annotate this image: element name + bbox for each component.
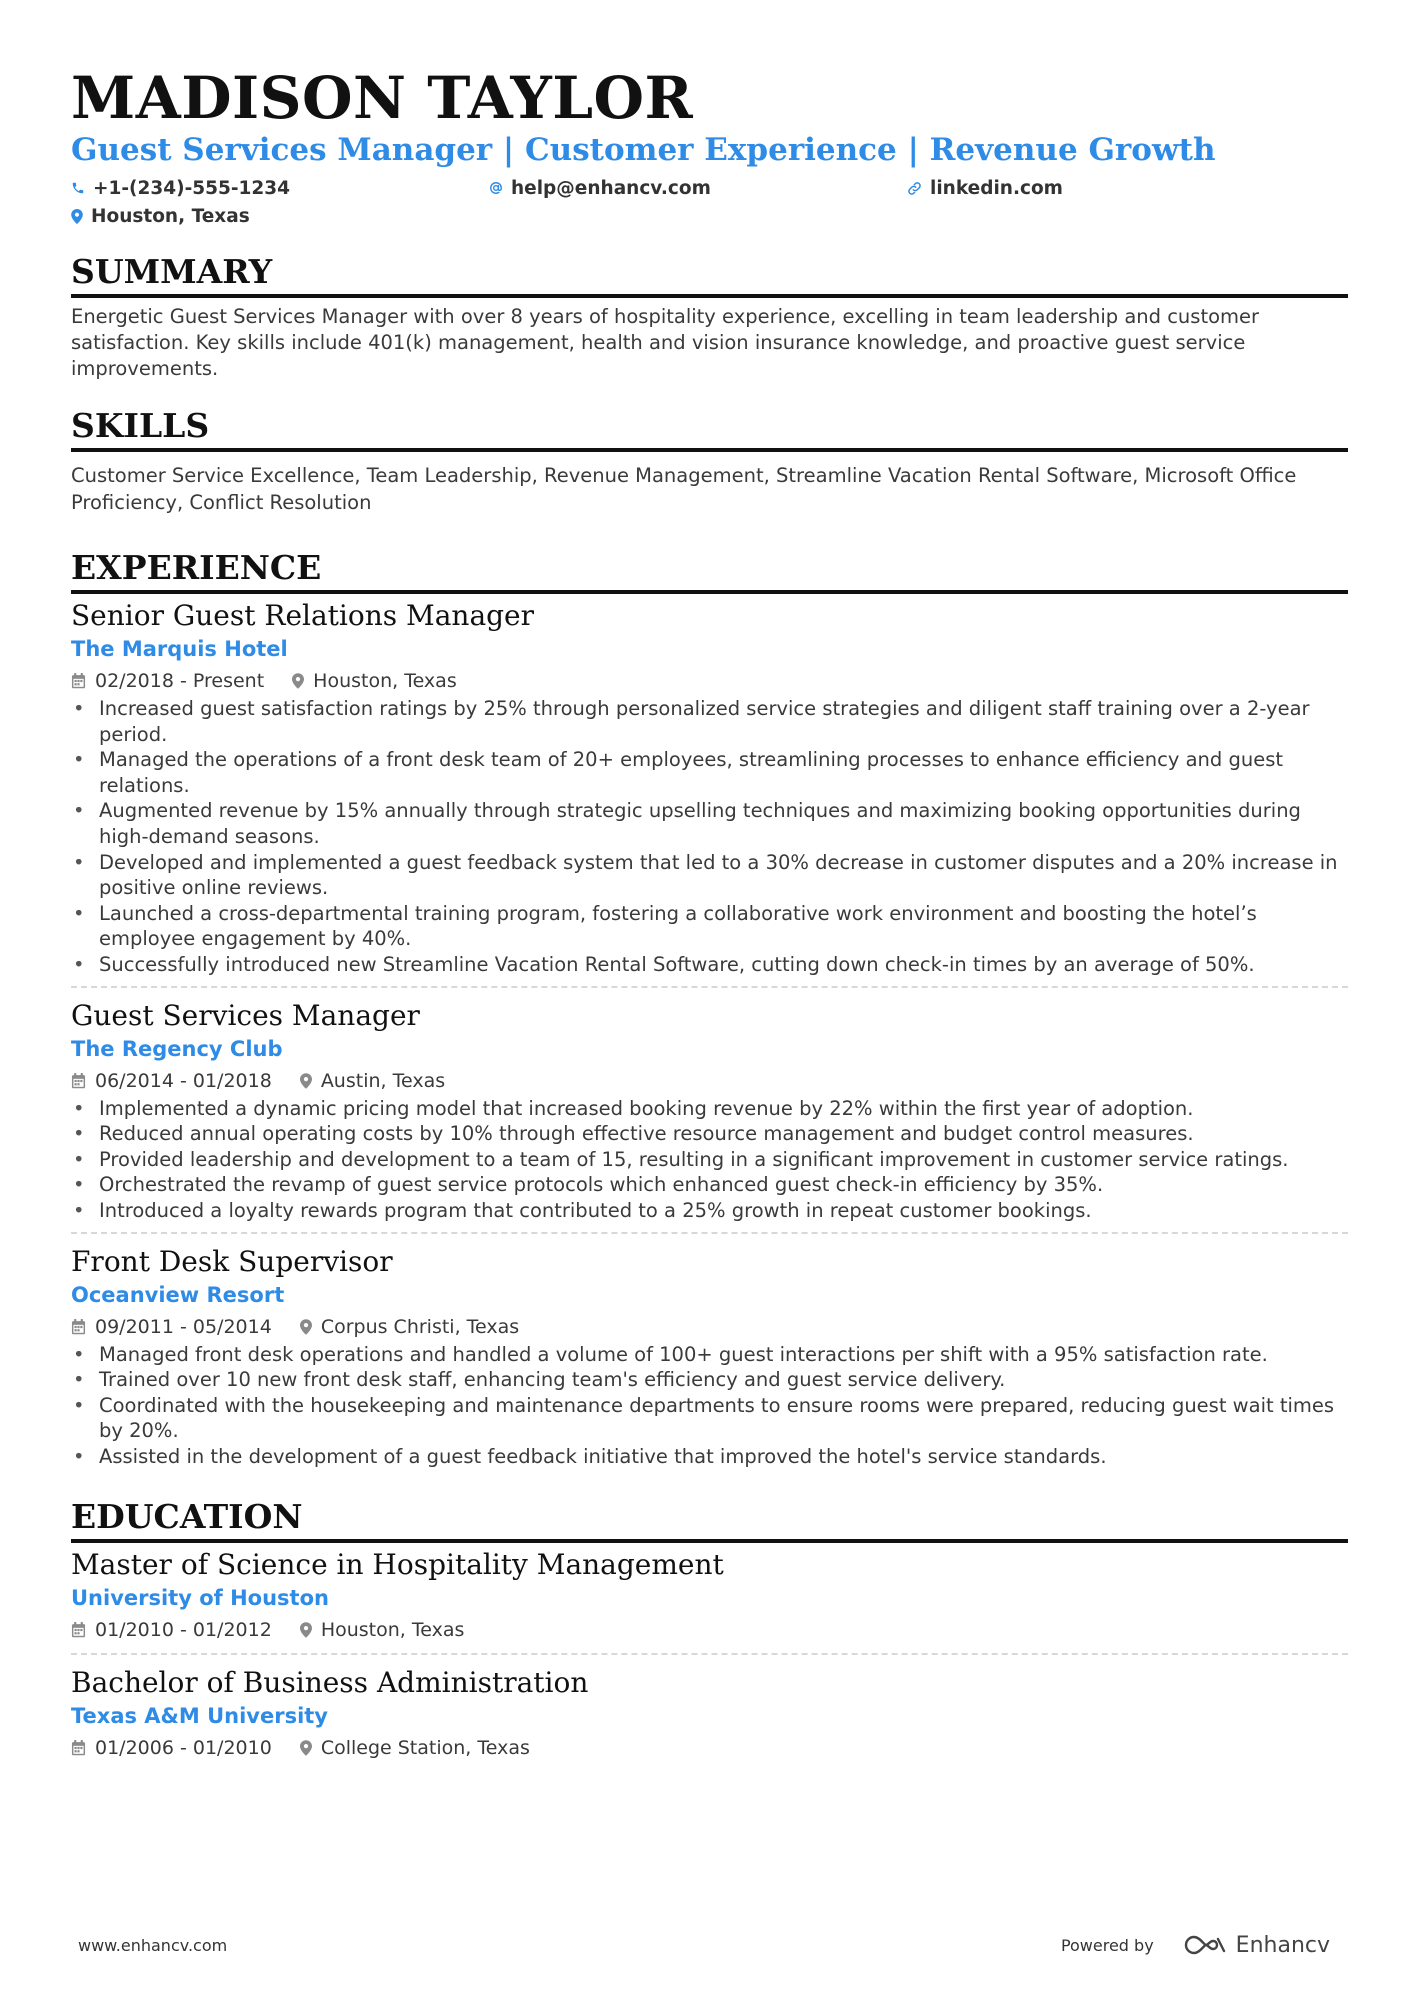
calendar-icon <box>71 673 86 689</box>
job-title: Front Desk Supervisor <box>71 1244 393 1278</box>
job-title: Guest Services Manager <box>71 998 420 1032</box>
bullet-item: • Increased guest satisfaction ratings by 25% through personalized service strategies and diligent staff training over a 2-year period. <box>71 696 1348 747</box>
bullet-item: • Coordinated with the housekeeping and maintenance departments to ensure rooms were prepared, reducing guest wait times by 20%. <box>71 1393 1348 1444</box>
education-location-text: Houston, Texas <box>320 1619 465 1642</box>
company-name: Oceanview Resort <box>71 1282 285 1307</box>
bullet-item: • Introduced a loyalty rewards program that contributed to a 25% growth in repeat customer bookings. <box>71 1198 1348 1224</box>
education-location <box>300 1733 530 1763</box>
summary-text: Energetic Guest Services Manager with over 8 years of hospitality experience, excelling in team leadership and customer satisfaction. Key skills include 401(k) management, health and vision insurance knowledge, and proactive guest service improvements. <box>71 305 1260 380</box>
education-entry <box>71 1665 1348 1763</box>
contact-email[interactable] <box>489 174 907 202</box>
experience-entry <box>71 598 1348 978</box>
bullet-item: • Managed front desk operations and handled a volume of 100+ guest interactions per shift with a 95% satisfaction rate. <box>71 1342 1348 1368</box>
job-dates: 02/2018 - Present <box>95 670 265 692</box>
degree-title: Master of Science in Hospitality Management <box>71 1548 724 1582</box>
candidate-name: MADISON TAYLOR <box>71 64 694 132</box>
bullet-item: • Developed and implemented a guest feedback system that led to a 30% decrease in customer disputes and a 20% increase in positive online reviews. <box>71 850 1348 901</box>
brand-logo[interactable] <box>1182 1933 1330 1958</box>
footer-url[interactable]: www.enhancv.com <box>78 1935 228 1955</box>
education-location-text: College Station, Texas <box>320 1737 530 1760</box>
education-dates: 01/2010 - 01/2012 <box>95 1619 272 1642</box>
summary-section <box>71 252 1348 382</box>
calendar-icon <box>71 1622 86 1638</box>
contact-info <box>71 174 1348 230</box>
job-meta <box>71 666 1348 696</box>
bullet-item: • Successfully introduced new Streamline Vacation Rental Software, cutting down check-in times by an average of 50%. <box>71 952 1348 978</box>
job-location <box>300 1066 445 1096</box>
resume-page <box>71 60 1348 1763</box>
bullet-item: • Trained over 10 new front desk staff, enhancing team's efficiency and guest service delivery. <box>71 1367 1348 1393</box>
education-location <box>300 1615 465 1645</box>
job-bullets <box>71 696 1348 978</box>
map-pin-icon <box>300 1622 312 1638</box>
bullet-item: • Reduced annual operating costs by 10% through effective resource management and budget control measures. <box>71 1121 1348 1147</box>
bullet-item: • Augmented revenue by 15% annually through strategic upselling techniques and maximizing booking opportunities during high-demand seasons. <box>71 798 1348 849</box>
experience-entry <box>71 1244 1348 1470</box>
job-meta <box>71 1066 1348 1096</box>
experience-entry <box>71 998 1348 1224</box>
degree-title: Bachelor of Business Administration <box>71 1666 589 1700</box>
map-pin-icon <box>292 673 304 689</box>
bullet-item: • Managed the operations of a front desk team of 20+ employees, streamlining processes to enhance efficiency and guest relations. <box>71 747 1348 798</box>
bullet-item: • Orchestrated the revamp of guest service protocols which enhanced guest check-in efficiency by 35%. <box>71 1172 1348 1198</box>
contact-phone <box>71 174 489 202</box>
phone-text: +1-(234)-555-1234 <box>93 177 291 199</box>
linkedin-text: linkedin.com <box>930 177 1063 199</box>
bullet-item: • Implemented a dynamic pricing model that increased booking revenue by 22% within the first year of adoption. <box>71 1096 1348 1122</box>
resume-header <box>71 60 1348 230</box>
job-location-text: Corpus Christi, Texas <box>320 1315 520 1338</box>
company-name: The Regency Club <box>71 1036 283 1061</box>
job-location <box>292 666 457 696</box>
powered-by-label: Powered by <box>1060 1935 1154 1955</box>
bullet-item: • Provided leadership and development to a team of 15, resulting in a significant improvement in customer service ratings. <box>71 1147 1348 1173</box>
entry-divider <box>71 1653 1348 1655</box>
map-pin-icon <box>300 1073 312 1089</box>
link-icon <box>907 181 922 196</box>
at-sign-icon <box>489 181 503 195</box>
job-meta <box>71 1312 1348 1342</box>
contact-linkedin[interactable] <box>907 174 1207 202</box>
map-pin-icon <box>300 1740 312 1756</box>
email-text: help@enhancv.com <box>511 177 711 199</box>
powered-by <box>1061 1933 1330 1958</box>
job-dates: 09/2011 - 05/2014 <box>95 1315 272 1338</box>
calendar-icon <box>71 1319 86 1335</box>
job-location-text: Houston, Texas <box>313 670 457 692</box>
candidate-headline: Guest Services Manager | Customer Experience | Revenue Growth <box>71 132 1216 168</box>
education-meta <box>71 1615 1348 1645</box>
school-name: Texas A&M University <box>71 1704 328 1729</box>
job-bullets <box>71 1096 1348 1224</box>
contact-location <box>71 202 250 230</box>
location-text: Houston, Texas <box>91 205 250 227</box>
job-bullets <box>71 1342 1348 1470</box>
job-title: Senior Guest Relations Manager <box>71 599 535 632</box>
education-entry <box>71 1547 1348 1645</box>
school-name: University of Houston <box>71 1586 329 1611</box>
bullet-item: • Assisted in the development of a guest feedback initiative that improved the hotel's service standards. <box>71 1444 1348 1470</box>
experience-section <box>71 548 1348 1469</box>
company-name: The Marquis Hotel <box>71 637 288 661</box>
map-pin-icon <box>300 1319 312 1335</box>
education-dates: 01/2006 - 01/2010 <box>95 1737 272 1760</box>
enhancv-logo-icon <box>1182 1933 1228 1957</box>
phone-icon <box>71 181 85 195</box>
skills-section <box>71 406 1348 516</box>
job-dates: 06/2014 - 01/2018 <box>95 1069 272 1092</box>
bullet-item: • Launched a cross-departmental training program, fostering a collaborative work environment and boosting the hotel’s employee engagement by 40%. <box>71 901 1348 952</box>
calendar-icon <box>71 1740 86 1756</box>
job-location-text: Austin, Texas <box>320 1069 446 1092</box>
entry-divider <box>71 986 1348 988</box>
experience-title: EXPERIENCE <box>71 548 1348 594</box>
calendar-icon <box>71 1073 86 1089</box>
entry-divider <box>71 1232 1348 1234</box>
page-footer <box>78 1925 1330 1965</box>
summary-title: SUMMARY <box>71 252 1348 298</box>
education-meta <box>71 1733 1348 1763</box>
skills-title: SKILLS <box>71 406 1348 452</box>
skills-text: Customer Service Excellence, Team Leadership, Revenue Management, Streamline Vacation Rental Software, Microsoft Office Proficiency, Conflict Resolution <box>71 464 1297 514</box>
job-location <box>300 1312 519 1342</box>
map-pin-icon <box>71 209 83 224</box>
education-title: EDUCATION <box>71 1497 1348 1543</box>
brand-name: Enhancv <box>1235 1932 1330 1958</box>
education-section <box>71 1497 1348 1763</box>
